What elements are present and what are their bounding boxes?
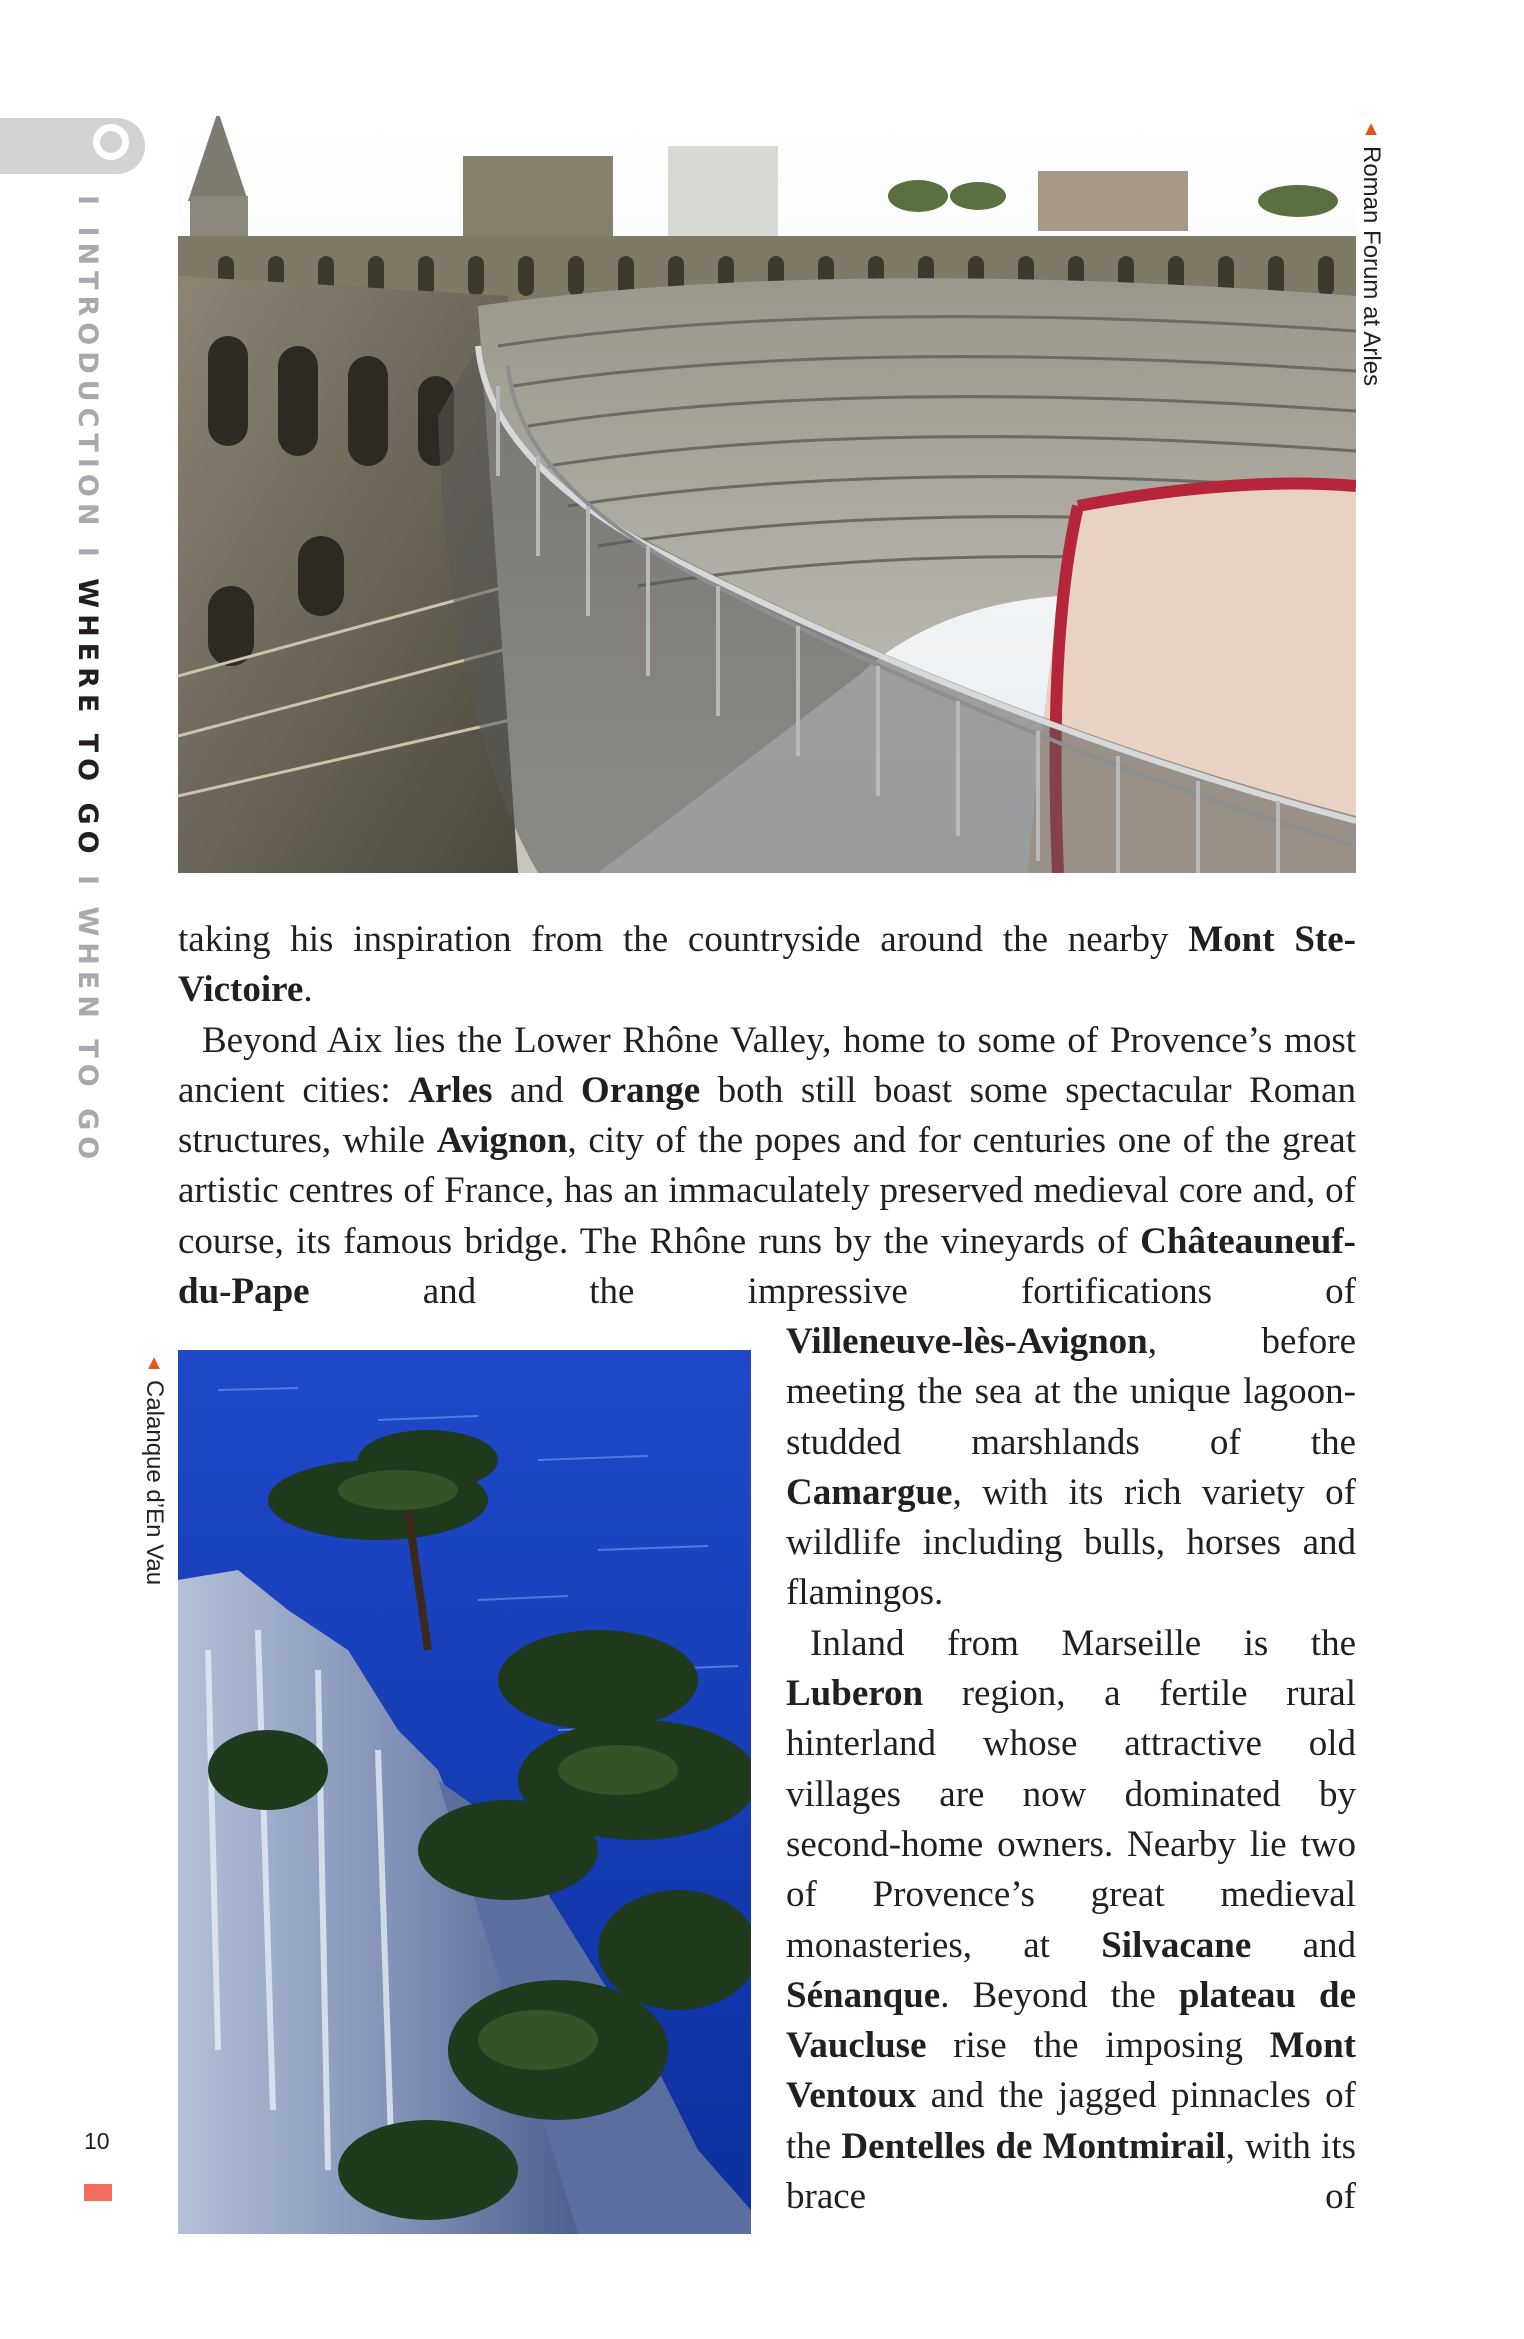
text-run: and xyxy=(1251,1924,1356,1966)
bold-term: Arles xyxy=(408,1069,493,1111)
bold-term: Châteauneuf-du-Pape xyxy=(178,1220,1356,1313)
text-run: taking his inspiration from the countryside around the nearby xyxy=(178,919,1189,960)
text-run: and the jagged pinnacles of the xyxy=(786,2075,1356,2167)
text-run: and the impressive fortifications of xyxy=(309,1271,1356,1313)
text-run: , city of the popes and for centuries one of the great artistic centres of France, has an immaculately preserved medieval core and, of course, its famous bridge. The Rhône runs by the vineyards of xyxy=(178,1120,1356,1262)
arles-arena-illustration xyxy=(178,116,1356,873)
caption-arles xyxy=(1357,118,1385,386)
bold-term: Silvacane xyxy=(1101,1924,1252,1966)
bold-term: Avignon xyxy=(436,1120,568,1162)
bold-term: Orange xyxy=(580,1069,701,1111)
running-head-sep: I xyxy=(72,859,103,907)
bold-term: Mont Ste-Victoire xyxy=(178,919,1356,1011)
running-head-sep: I xyxy=(72,195,103,227)
caption-triangle-icon: ▲ xyxy=(1360,118,1382,140)
text-run: rise the imposing xyxy=(926,2025,1270,2067)
paragraph-1 xyxy=(178,915,1356,1016)
bold-term: Mont Ventoux xyxy=(786,2025,1356,2117)
text-run: and xyxy=(492,1069,581,1111)
calanque-illustration xyxy=(178,1350,751,2234)
bold-term: Sénanque xyxy=(786,1974,941,2016)
paragraph-3 xyxy=(786,1619,1356,2223)
bold-term: Dentelles de Montmirail xyxy=(841,2125,1226,2167)
body-text-top xyxy=(178,915,1356,1317)
bold-term: Luberon xyxy=(786,1673,924,1715)
running-head-sep: I xyxy=(72,531,103,579)
text-run: . Beyond the xyxy=(940,1974,1179,2016)
text-run: both still boast some spectacular Roman structures, while xyxy=(178,1069,1356,1162)
section-tab-circle-icon xyxy=(93,124,129,160)
running-head-when-to-go: WHEN TO GO xyxy=(72,906,103,1166)
page-number: 10 xyxy=(84,2128,110,2154)
text-run: . xyxy=(303,969,313,1011)
running-head xyxy=(72,195,103,1165)
paragraph-2 xyxy=(178,1016,1356,1318)
running-head-introduction: INTRODUCTION xyxy=(72,226,103,532)
body-text-right xyxy=(786,1317,1356,2222)
running-head-where-to-go: WHERE TO GO xyxy=(72,578,103,860)
text-run: Beyond Aix lies the Lower Rhône Valley, home to some of Provence’s most ancient cities: xyxy=(178,1019,1356,1111)
bold-term: Villeneuve-lès-Avignon xyxy=(786,1321,1148,1362)
text-run: , with its rich variety of wildlife including bulls, horses and flamingos. xyxy=(786,1471,1356,1614)
caption-calanque-text: Calanque d’En Vau xyxy=(141,1380,168,1586)
text-run: , with its brace of xyxy=(786,2125,1357,2218)
caption-triangle-icon: ▲ xyxy=(143,1352,165,1374)
text-run: region, a fertile rural hinterland whose attractive old villages are now dominated by second-home owners. Nearby lie two of Provence’s great medieval monasteries, at xyxy=(786,1673,1356,1966)
paragraph-2-continued xyxy=(786,1317,1356,1619)
caption-calanque xyxy=(140,1352,168,1585)
bold-term: Camargue xyxy=(786,1471,953,1513)
text-run: Inland from Marseille is the xyxy=(810,1622,1356,1664)
text-run: , before meeting the sea at the unique lagoon-studded marshlands of the xyxy=(786,1321,1356,1463)
photo-arles-arena xyxy=(178,116,1356,873)
bold-term: plateau de Vaucluse xyxy=(786,1974,1356,2067)
caption-arles-text: Roman Forum at Arles xyxy=(1358,146,1385,387)
photo-calanque xyxy=(178,1350,751,2234)
folio-marker xyxy=(84,2184,112,2201)
